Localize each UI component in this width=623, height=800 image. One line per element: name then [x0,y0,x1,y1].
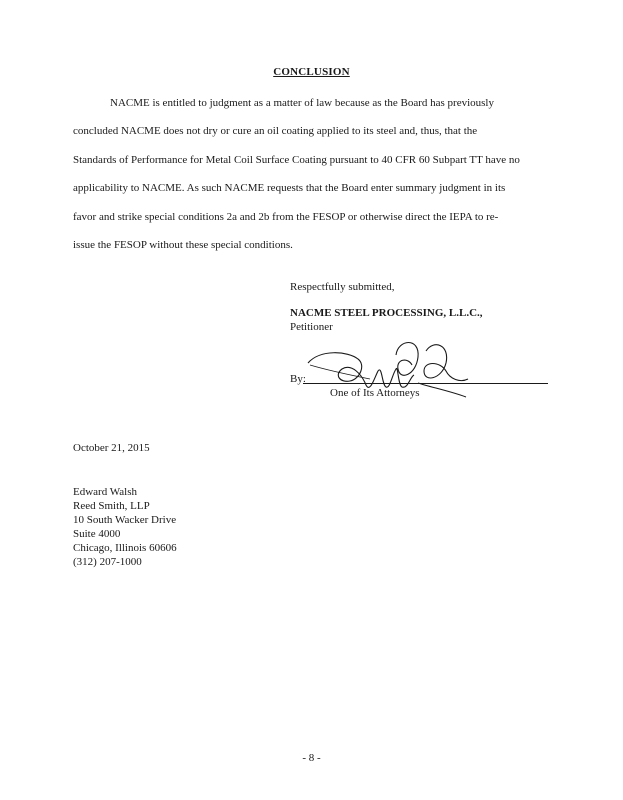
signature-line [303,383,548,384]
body-line-4: applicability to NACME. As such NACME requests that the Board enter summary judgment in its [73,182,506,194]
address-line-1: Edward Walsh [73,486,137,498]
party-role: Petitioner [290,321,333,333]
section-heading: CONCLUSION [273,66,350,78]
body-line-1: NACME is entitled to judgment as a matter of law because as the Board has previously [110,97,494,109]
body-line-3: Standards of Performance for Metal Coil Surface Coating pursuant to 40 CFR 60 Subpart TT have no [73,154,520,166]
address-line-6: (312) 207-1000 [73,556,142,568]
by-label: By: [290,373,306,385]
address-line-5: Chicago, Illinois 60606 [73,542,177,554]
closing-text: Respectfully submitted, [290,281,395,293]
page-number: - 8 - [302,752,321,764]
document-date: October 21, 2015 [73,442,150,454]
body-line-2: concluded NACME does not dry or cure an oil coating applied to its steel and, thus, that the [73,125,478,137]
signer-caption: One of Its Attorneys [330,387,420,399]
address-line-3: 10 South Wacker Drive [73,514,177,526]
address-line-2: Reed Smith, LLP [73,500,150,512]
party-name: NACME STEEL PROCESSING, L.L.C., [290,307,483,319]
address-line-4: Suite 4000 [73,528,121,540]
body-line-5: favor and strike special conditions 2a and 2b from the FESOP or otherwise direct the IEPA to re- [73,211,499,223]
body-line-6: issue the FESOP without these special conditions. [73,239,293,251]
